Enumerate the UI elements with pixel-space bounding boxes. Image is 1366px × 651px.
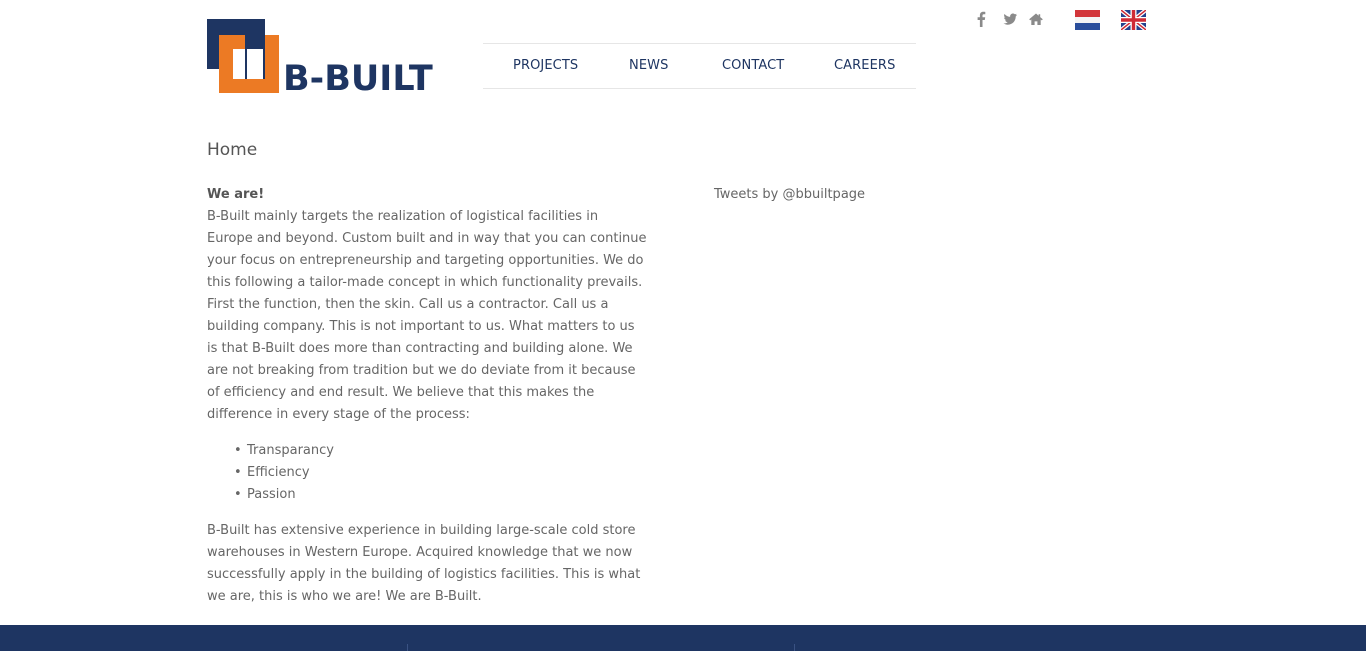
list-item: • Passion [207, 484, 647, 506]
english-flag-icon[interactable] [1121, 10, 1146, 30]
home-icon[interactable] [1028, 10, 1044, 28]
page-title: Home [207, 140, 258, 160]
logo-link[interactable] [207, 19, 447, 93]
b-built-logo [207, 19, 447, 93]
closing-paragraph: B-Built has extensive experience in building large-scale cold store warehouses in Western Europe. Acquired knowledge that we now successfully apply in the building of logistics facilities. This is what we are, this is who we are! We are B-Built. [207, 523, 641, 604]
twitter-timeline-link[interactable]: Tweets by @bbuiltpage [714, 187, 866, 202]
nav-careers[interactable]: CAREERS [834, 58, 896, 73]
list-item: • Transparancy [207, 440, 647, 462]
nav-contact[interactable]: CONTACT [722, 58, 785, 73]
content-heading: We are! [207, 187, 265, 202]
footer [0, 625, 1366, 651]
intro-paragraph: B-Built mainly targets the realization of logistical facilities in Europe and beyond. Custom built and in way that you can continue your focus on entrepreneurship and targeting opportunities. We do this following a tailor-made concept in which functionality prevails. First the function, then the skin. Call us a contractor. Call us a building company. This is not important to us. What matters to us is that B-Built does more than contracting and building alone. We are not breaking from tradition but we do deviate from it because of efficiency and end result. We believe that this makes the difference in every stage of the process: [207, 209, 647, 422]
logo-text: B-BUILT [283, 59, 433, 93]
footer-divider [794, 644, 795, 651]
dutch-flag-icon[interactable] [1075, 10, 1100, 30]
list-item: • Efficiency [207, 462, 647, 484]
facebook-icon[interactable] [975, 10, 987, 28]
footer-divider [407, 644, 408, 651]
nav-projects[interactable]: PROJECTS [513, 58, 579, 73]
nav-news[interactable]: NEWS [629, 58, 669, 73]
main-content [207, 184, 647, 608]
values-list [207, 440, 647, 506]
main-nav [483, 43, 916, 89]
twitter-icon[interactable] [1002, 10, 1018, 28]
